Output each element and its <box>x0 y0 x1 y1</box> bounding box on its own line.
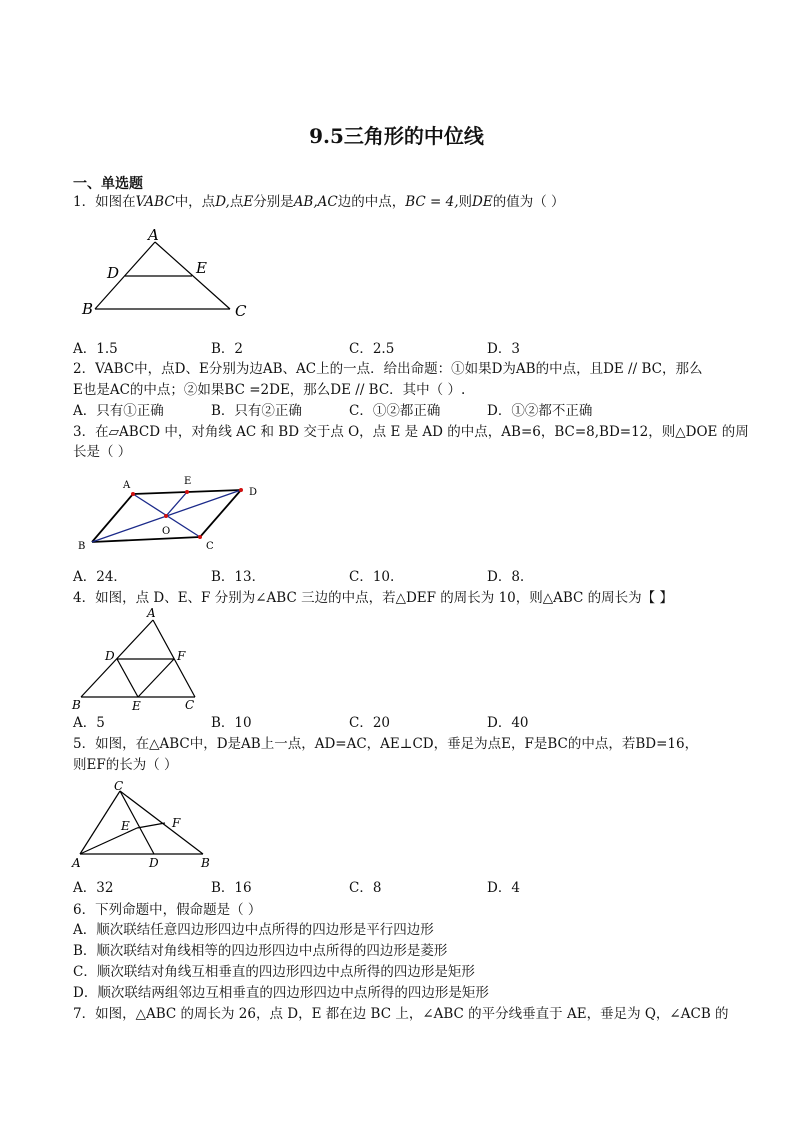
q4-label-c: C <box>185 698 195 712</box>
q4-label-d: D <box>105 649 115 663</box>
q3-option-c: C．10. <box>349 569 395 585</box>
q1-stem-part: 分别是 <box>253 194 294 210</box>
q6-option-c: C．顺次联结对角线互相垂直的四边形四边中点所得的四边形是矩形 <box>73 964 475 980</box>
q2-line-1: 2．VABC中，点D、E分别为边AB、AC上的一点．给出命题：①如果D为AB的中点，且DE // BC，那么 <box>73 361 703 377</box>
q5-label-e: E <box>121 819 130 833</box>
q4-label-e: E <box>132 699 141 712</box>
q6-option-b: B．顺次联结对角线相等的四边形四边中点所得的四边形是菱形 <box>73 943 448 959</box>
q1-stem <box>73 192 565 212</box>
q1-point-e: E <box>243 194 254 210</box>
q7-line-1: 7．如图，△ABC 的周长为 26，点 D，E 都在边 BC 上，∠ABC 的平分线垂直于 AE，垂足为 Q，∠ACB 的 <box>73 1006 729 1022</box>
q1-label-a: A <box>148 226 159 244</box>
q1-stem-part: 中，点 <box>174 194 216 210</box>
q1-de-symbol: DE <box>472 194 493 210</box>
q3-label-o: O <box>162 526 171 537</box>
q1-option-c: C．2.5 <box>349 341 395 357</box>
q1-stem-part: 的值为（ ） <box>492 194 565 210</box>
q1-point-d: D, <box>215 194 230 210</box>
q1-bc-value: BC = 4, <box>405 194 459 210</box>
q5-label-d: D <box>149 856 159 870</box>
q5-option-c: C．8 <box>349 880 382 896</box>
q3-label-b: B <box>78 541 86 552</box>
q1-option-b: B．2 <box>211 341 244 357</box>
q4-label-f: F <box>177 649 186 663</box>
q4-label-b: B <box>72 698 81 712</box>
q4-option-b: B．10 <box>211 715 252 731</box>
q1-option-d: D．3 <box>487 341 520 357</box>
section-heading: 一、单选题 <box>73 176 143 192</box>
q6-line-1: 6．下列命题中，假命题是（ ） <box>73 902 262 918</box>
q4-option-c: C．20 <box>349 715 391 731</box>
q4-label-a: A <box>147 606 156 620</box>
q4-triangle-figure <box>68 604 208 712</box>
q3-label-c: C <box>206 541 214 552</box>
q1-stem-part: 则 <box>458 194 473 210</box>
q1-triangle-figure <box>75 222 265 322</box>
q5-label-b: B <box>201 856 210 870</box>
q2-option-b: B．只有②正确 <box>211 403 302 419</box>
q1-triangle-symbol: VABC <box>135 194 175 210</box>
q5-option-d: D．4 <box>487 880 520 896</box>
q4-option-a: A．5 <box>73 715 105 731</box>
q1-label-e: E <box>196 259 207 277</box>
q1-stem-part: 1．如图在 <box>73 194 136 210</box>
q4-option-d: D．40 <box>487 715 529 731</box>
q1-stem-part: 边的中点， <box>337 194 406 210</box>
q6-option-d: D．顺次联结两组邻边互相垂直的四边形四边中点所得的四边形是矩形 <box>73 985 489 1001</box>
q5-label-c: C <box>114 779 124 793</box>
q1-sides: AB,AC <box>293 194 338 210</box>
q5-label-a: A <box>72 856 81 870</box>
q5-option-a: A．32 <box>73 880 114 896</box>
q2-option-a: A．只有①正确 <box>73 403 164 419</box>
q2-option-c: C．①②都正确 <box>349 403 441 419</box>
q5-line-2: 则EF的长为（ ） <box>73 757 178 773</box>
q3-label-d: D <box>249 487 258 498</box>
q2-option-d: D．①②都不正确 <box>487 403 593 419</box>
q5-option-b: B．16 <box>211 880 252 896</box>
q3-parallelogram-figure <box>75 470 275 556</box>
q3-line-1: 3．在▱ABCD 中，对角线 AC 和 BD 交于点 O，点 E 是 AD 的中点，AB=6，BC=8,BD=12，则△DOE 的周 <box>73 424 749 440</box>
q3-line-2: 长是（ ） <box>73 444 132 460</box>
page-title: 9.5三角形的中位线 <box>309 124 484 148</box>
q3-option-b: B．13． <box>211 569 266 585</box>
q4-line-1: 4．如图，点 D、E、F 分别为∠ABC 三边的中点，若△DEF 的周长为 10，则△ABC 的周长为【 】 <box>73 590 673 606</box>
q1-label-c: C <box>235 302 247 320</box>
q1-stem-part: 点 <box>229 194 244 210</box>
q6-option-a: A．顺次联结任意四边形四边中点所得的四边形是平行四边形 <box>73 922 434 938</box>
q1-option-a: A．1.5 <box>73 341 118 357</box>
q3-option-d: D．8. <box>487 569 525 585</box>
q2-line-2: E也是AC的中点；②如果BC =2DE，那么DE // BC．其中（ ）. <box>73 382 466 398</box>
q1-label-b: B <box>82 300 94 318</box>
q3-label-a: A <box>123 480 131 491</box>
q5-line-1: 5．如图，在△ABC中，D是AB上一点，AD=AC，AE⊥CD，垂足为点E，F是BC的中点，若BD=16， <box>73 736 699 752</box>
q3-option-a: A．24． <box>73 569 127 585</box>
q5-label-f: F <box>172 816 181 830</box>
q1-label-d: D <box>107 264 120 282</box>
q3-label-e: E <box>184 476 192 487</box>
q5-triangle-figure <box>68 778 218 872</box>
